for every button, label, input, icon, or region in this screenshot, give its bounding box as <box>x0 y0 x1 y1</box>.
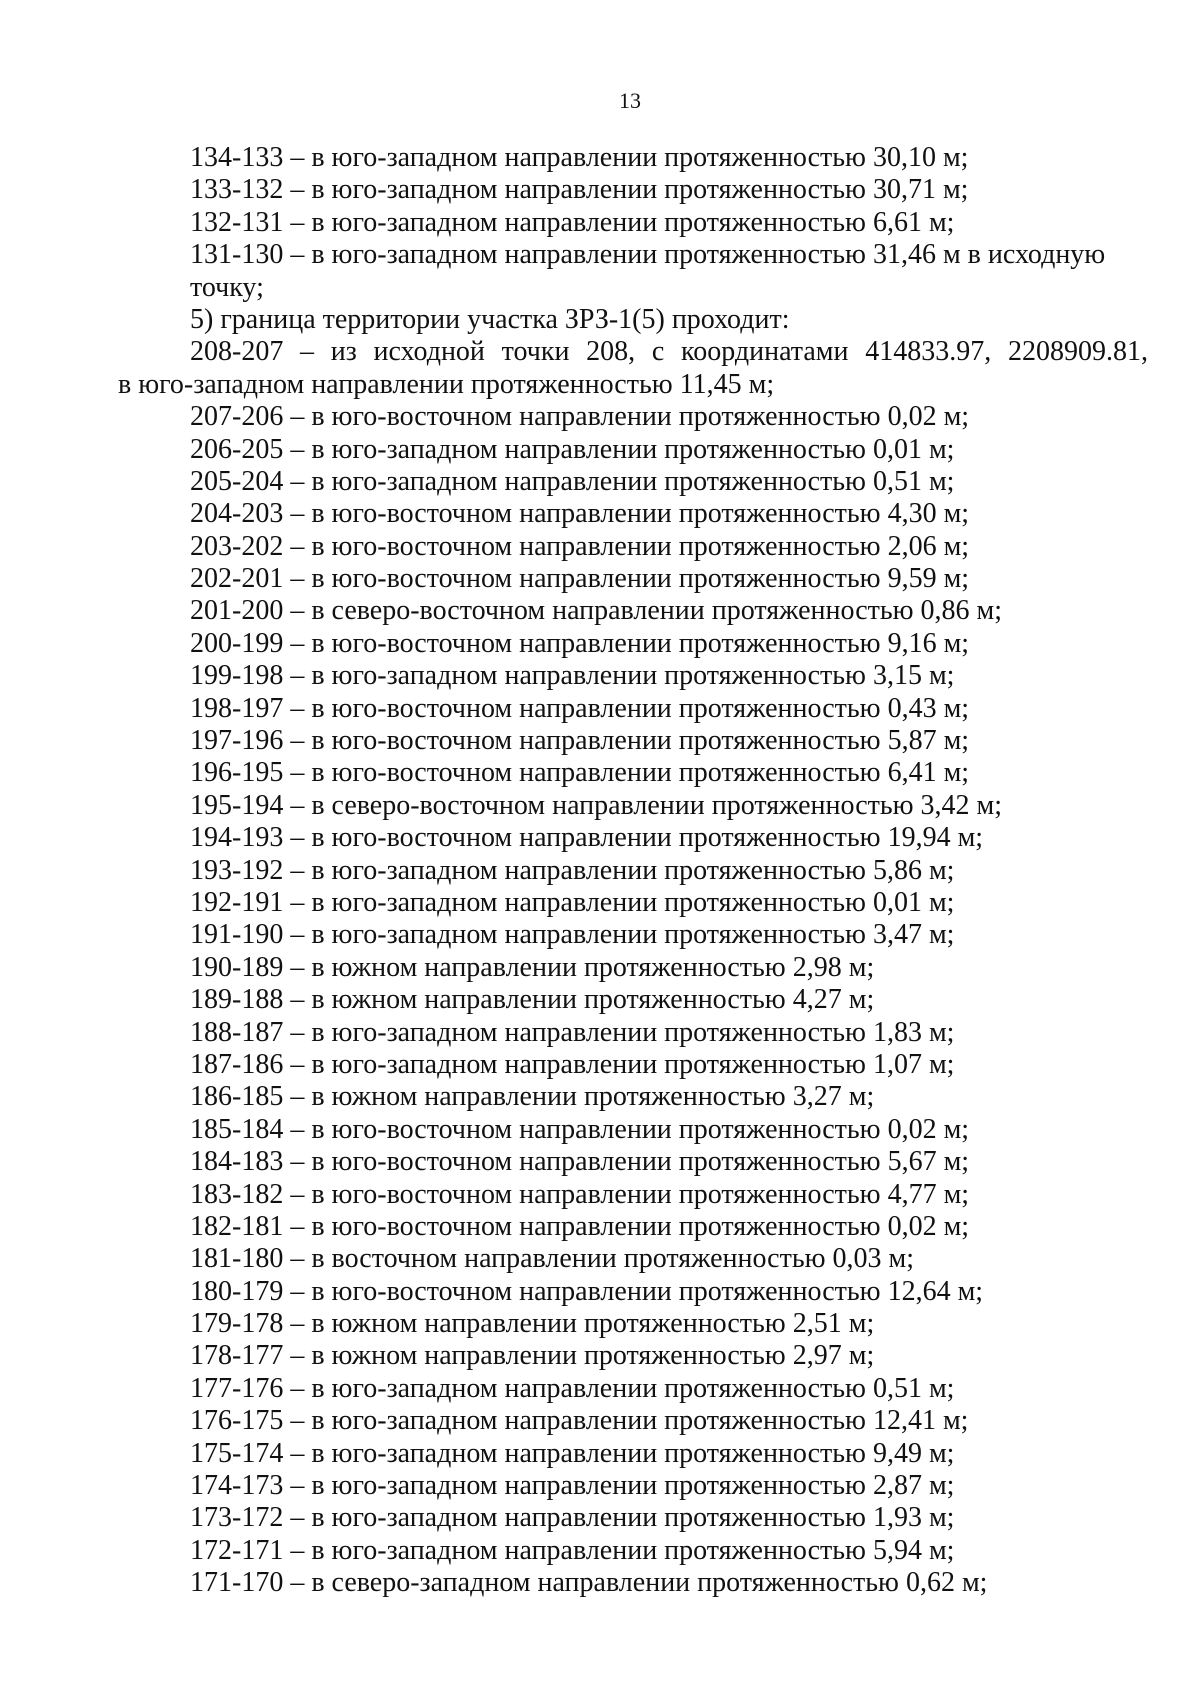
text-line: 206-205 – в юго-западном направлении протяженностью 0,01 м; <box>190 433 955 465</box>
text-line: 205-204 – в юго-западном направлении протяженностью 0,51 м; <box>190 465 955 497</box>
text-line: 195-194 – в северо-восточном направлении протяженностью 3,42 м; <box>190 789 1003 821</box>
justified-word: точки <box>501 336 570 368</box>
text-line: 200-199 – в юго-восточном направлении протяженностью 9,16 м; <box>190 627 970 659</box>
text-line: 187-186 – в юго-западном направлении протяженностью 1,07 м; <box>190 1048 955 1080</box>
lines-before <box>118 142 1148 336</box>
section-heading-line: 5) граница территории участка ЗРЗ-1(5) проходит: <box>190 303 790 335</box>
justified-word: с <box>651 336 665 368</box>
text-line: 184-183 – в юго-восточном направлении протяженностью 5,67 м; <box>190 1146 970 1178</box>
text-line: 192-191 – в юго-западном направлении протяженностью 0,01 м; <box>190 886 955 918</box>
text-line: 134-133 – в юго-западном направлении протяженностью 30,10 м; <box>190 142 969 173</box>
justified-word: 2208909.81, <box>1007 336 1148 368</box>
text-line: 202-201 – в юго-восточном направлении протяженностью 9,59 м; <box>190 563 970 595</box>
text-line: 194-193 – в юго-восточном направлении протяженностью 19,94 м; <box>190 822 984 854</box>
page-number: 13 <box>619 88 641 113</box>
text-line: 191-190 – в юго-западном направлении протяженностью 3,47 м; <box>190 919 955 951</box>
justified-word: 208, <box>586 336 636 368</box>
text-line: 198-197 – в юго-восточном направлении протяженностью 0,43 м; <box>190 692 970 724</box>
text-line: 132-131 – в юго-западном направлении протяженностью 6,61 м; <box>190 206 955 238</box>
text-line: 207-206 – в юго-восточном направлении протяженностью 0,02 м; <box>190 401 970 433</box>
justified-word: – <box>300 336 315 368</box>
text-line: 176-175 – в юго-западном направлении протяженностью 12,41 м; <box>190 1405 969 1437</box>
justified-line <box>118 336 1148 368</box>
text-line: 189-188 – в южном направлении протяженностью 4,27 м; <box>190 984 875 1016</box>
text-line: 174-173 – в юго-западном направлении протяженностью 2,87 м; <box>190 1470 955 1502</box>
document-body <box>118 142 1148 1600</box>
text-line: 173-172 – в юго-западном направлении протяженностью 1,93 м; <box>190 1502 955 1534</box>
continuation-line: в юго-западном направлении протяженностью 11,45 м; <box>118 368 775 400</box>
text-line: 186-185 – в южном направлении протяженностью 3,27 м; <box>190 1081 875 1113</box>
text-line: 183-182 – в юго-восточном направлении протяженностью 4,77 м; <box>190 1178 970 1210</box>
text-line: 203-202 – в юго-восточном направлении протяженностью 2,06 м; <box>190 530 970 562</box>
text-line: 179-178 – в южном направлении протяженностью 2,51 м; <box>190 1308 875 1340</box>
text-line: 185-184 – в юго-восточном направлении протяженностью 0,02 м; <box>190 1113 970 1145</box>
text-line: 201-200 – в северо-восточном направлении протяженностью 0,86 м; <box>190 595 1003 627</box>
text-line: 175-174 – в юго-западном направлении протяженностью 9,49 м; <box>190 1437 955 1469</box>
justified-word: исходной <box>373 336 485 368</box>
text-line: 204-203 – в юго-восточном направлении протяженностью 4,30 м; <box>190 498 970 530</box>
text-line: 193-192 – в юго-западном направлении протяженностью 5,86 м; <box>190 854 955 886</box>
text-line: 199-198 – в юго-западном направлении протяженностью 3,15 м; <box>190 660 955 692</box>
text-line: 188-187 – в юго-западном направлении протяженностью 1,83 м; <box>190 1016 955 1048</box>
text-line: 177-176 – в юго-западном направлении протяженностью 0,51 м; <box>190 1372 955 1404</box>
text-line: 196-195 – в юго-восточном направлении протяженностью 6,41 м; <box>190 757 970 789</box>
justified-word: из <box>330 336 357 368</box>
text-line: 172-171 – в юго-западном направлении протяженностью 5,94 м; <box>190 1534 955 1566</box>
text-line: 133-132 – в юго-западном направлении протяженностью 30,71 м; <box>190 174 969 206</box>
lines-after <box>118 401 1148 1599</box>
justified-word: координатами <box>681 336 849 368</box>
text-line: точку; <box>190 271 264 303</box>
text-line: 131-130 – в юго-западном направлении протяженностью 31,46 м в исходную <box>190 239 1106 271</box>
justified-word: 208-207 <box>190 336 284 368</box>
text-line: 190-189 – в южном направлении протяженностью 2,98 м; <box>190 951 875 983</box>
justified-word: 414833.97, <box>865 336 992 368</box>
text-line: 180-179 – в юго-восточном направлении протяженностью 12,64 м; <box>190 1275 984 1307</box>
text-line: 197-196 – в юго-восточном направлении протяженностью 5,87 м; <box>190 725 970 757</box>
text-line: 181-180 – в восточном направлении протяженностью 0,03 м; <box>190 1243 915 1275</box>
text-line: 182-181 – в юго-восточном направлении протяженностью 0,02 м; <box>190 1210 970 1242</box>
text-line: 171-170 – в северо-западном направлении протяженностью 0,62 м; <box>190 1567 988 1599</box>
text-line: 178-177 – в южном направлении протяженностью 2,97 м; <box>190 1340 875 1372</box>
